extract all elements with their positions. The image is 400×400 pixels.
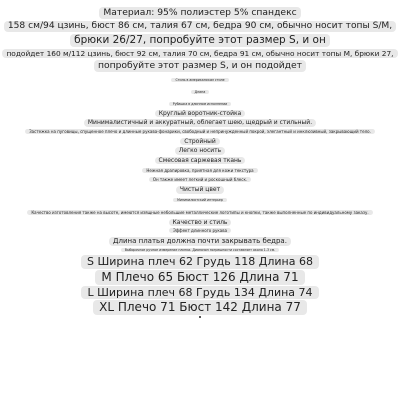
size-row-s: S Ширина плеч 62 Грудь 118 Длина 68 (81, 255, 319, 269)
tiny-line-4: Минималистский интерьер (173, 198, 227, 202)
length-hips-line: Длина платья должна почти закрывать бедра. (109, 237, 291, 246)
tiny-line-3: Рубашка в длинном исполнении (169, 102, 231, 106)
shine-line: Он также имеет легкий и роскошный блеск. (149, 177, 251, 182)
style-desc-line: Минималистичный и аккуратный, облегает шею, щедрый и стильный. (84, 119, 316, 127)
model2-line-b: попробуйте этот размер S, и он подойдет (94, 60, 306, 72)
quality-style-line: Качество и стиль (169, 219, 232, 227)
material-line: Материал: 95% полиэстер 5% спандекс (99, 7, 300, 19)
pure-color-line: Чистый цвет (176, 186, 224, 194)
quality-line: Качество изготовления также на высоте, имеются изящные небольшие металлические логотипы и кнопки, также выполненные по индивидуальному заказу. (27, 210, 372, 215)
size-row-xl: XL Плечо 71 Бюст 142 Длина 77 (93, 300, 307, 315)
tiny-line-1: Стиль в американском стиле (171, 78, 228, 82)
manual-measure-line: Выборочное ручное измерение плитки. Диапазон погрешности составляет около 1-3 см. (121, 248, 279, 252)
easy-wear-line: Легко носить (175, 147, 225, 155)
tiny-line-2: Длина (191, 90, 210, 94)
drape-line: Нежная драпировка, приятная для кожи текстура (142, 168, 257, 173)
long-desc-line: Застежка на пуговицы, спущенное плечо и длинные рукава-фонарики, свободный и непринужденный покрой, элегантный и инклюзивный, закрывающий тело. (25, 129, 375, 134)
dot-marker (199, 316, 201, 318)
model1-line-b: брюки 26/27, попробуйте этот размер S, и он (70, 34, 330, 47)
model2-line-a: подойдет 160 м/112 цзинь, бюст 92 см, талия 70 см, бедра 91 см, обычно носит топы M, брюки 27, (2, 49, 397, 58)
size-row-m: M Плечо 65 Бюст 126 Длина 71 (95, 270, 304, 285)
collar-line: Круглый воротник-стойка (155, 110, 246, 118)
size-row-l: L Ширина плеч 68 Грудь 134 Длина 74 (81, 286, 318, 300)
stylish-line: Стройный (180, 138, 220, 146)
long-sleeve-effect-line: Эффект длинного рукава (169, 228, 231, 233)
model1-line-a: 158 см/94 цзинь, бюст 86 см, талия 67 см, бедра 90 см, обычно носит топы S/M, (4, 21, 396, 32)
twill-line: Смесовая саржевая ткань (155, 157, 246, 165)
